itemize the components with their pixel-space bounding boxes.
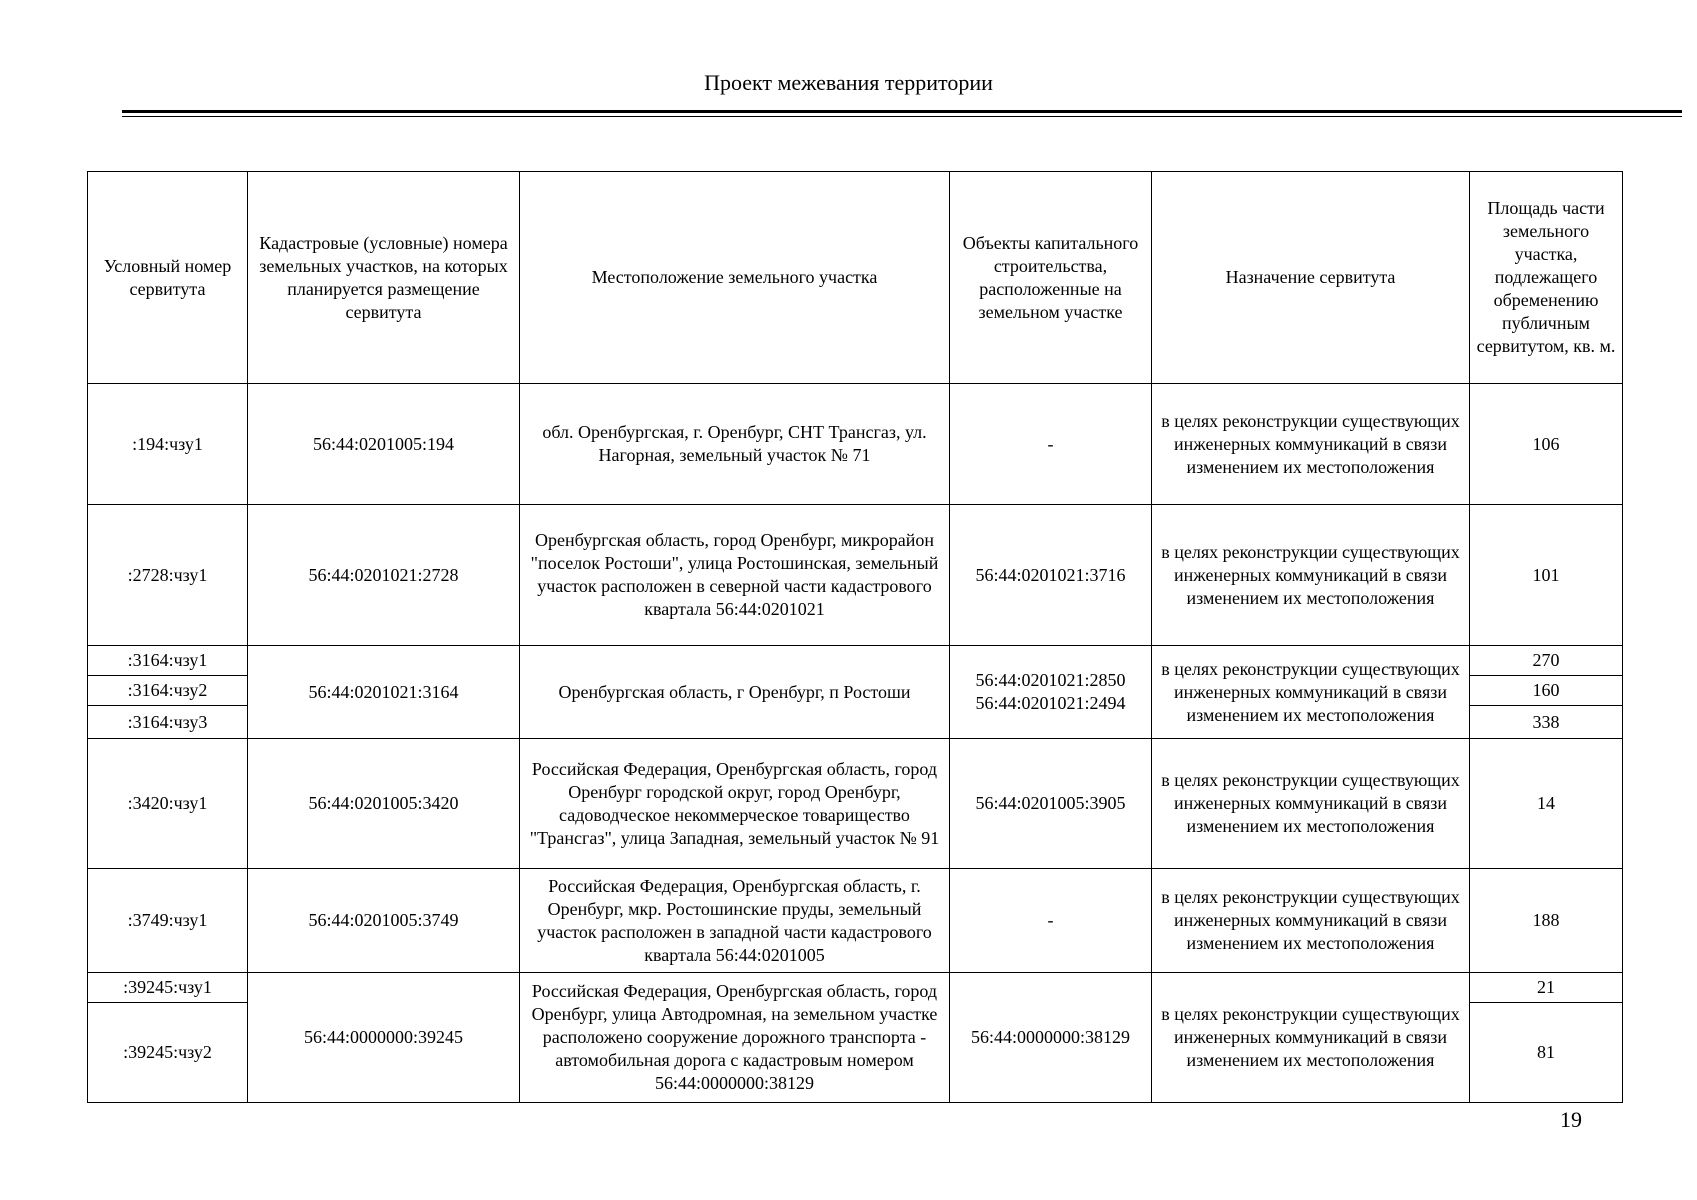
servitude-number-cell: :194:чзу1 — [88, 384, 248, 505]
cadastral-number-cell: 56:44:0201021:3164 — [248, 646, 520, 739]
servitude-purpose-cell: в целях реконструкции существующих инженерных коммуникаций в связи изменением их местоположения — [1152, 646, 1470, 739]
servitude-table-container — [87, 171, 1623, 1103]
table-row — [88, 739, 1623, 869]
table-row — [88, 646, 1623, 676]
capital-objects-cell: 56:44:0201005:3905 — [950, 739, 1152, 869]
servitude-number-cell: :3420:чзу1 — [88, 739, 248, 869]
location-cell: Российская Федерация, Оренбургская область, город Оренбург, улица Автодромная, на земельном участке расположено сооружение дорожного транспорта - автомобильная дорога с кадастровым номером 56:44:0000000:38129 — [520, 973, 950, 1103]
column-header-number: Условный номер сервитута — [88, 172, 248, 384]
table-row — [88, 973, 1623, 1003]
area-cell: 101 — [1470, 505, 1623, 646]
capital-objects-cell: 56:44:0201021:3716 — [950, 505, 1152, 646]
capital-objects-cell: 56:44:0201021:2850 56:44:0201021:2494 — [950, 646, 1152, 739]
table-row — [88, 384, 1623, 505]
column-header-objects: Объекты капитального строительства, расположенные на земельном участке — [950, 172, 1152, 384]
page-number: 19 — [1560, 1107, 1582, 1132]
page-header-title: Проект межевания территории — [704, 70, 993, 95]
cadastral-number-cell: 56:44:0000000:39245 — [248, 973, 520, 1103]
cadastral-number-cell: 56:44:0201005:3420 — [248, 739, 520, 869]
servitude-number-cell: :3164:чзу1 — [88, 646, 248, 676]
table-header-row — [88, 172, 1623, 384]
column-header-purpose: Назначение сервитута — [1152, 172, 1470, 384]
area-cell: 21 — [1470, 973, 1623, 1003]
capital-objects-cell: - — [950, 384, 1152, 505]
area-cell: 338 — [1470, 706, 1623, 739]
table-row — [88, 869, 1623, 973]
area-cell: 270 — [1470, 646, 1623, 676]
location-cell: обл. Оренбургская, г. Оренбург, СНТ Трансгаз, ул. Нагорная, земельный участок № 71 — [520, 384, 950, 505]
area-cell: 14 — [1470, 739, 1623, 869]
location-cell: Оренбургская область, г Оренбург, п Ростоши — [520, 646, 950, 739]
servitude-purpose-cell: в целях реконструкции существующих инженерных коммуникаций в связи изменением их местоположения — [1152, 739, 1470, 869]
location-cell: Российская Федерация, Оренбургская область, город Оренбург городской округ, город Оренбург, садоводческое некоммерческое товарищество "Трансгаз", улица Западная, земельный участок № 91 — [520, 739, 950, 869]
location-cell: Оренбургская область, город Оренбург, микрорайон "поселок Ростоши", улица Ростошинская, земельный участок расположен в северной части кадастрового квартала 56:44:0201021 — [520, 505, 950, 646]
area-cell: 106 — [1470, 384, 1623, 505]
servitude-number-cell: :3164:чзу2 — [88, 676, 248, 706]
servitude-purpose-cell: в целях реконструкции существующих инженерных коммуникаций в связи изменением их местоположения — [1152, 869, 1470, 973]
servitude-number-cell: :3749:чзу1 — [88, 869, 248, 973]
column-header-location: Местоположение земельного участка — [520, 172, 950, 384]
servitude-number-cell: :3164:чзу3 — [88, 706, 248, 739]
location-cell: Российская Федерация, Оренбургская область, г. Оренбург, мкр. Ростошинские пруды, земельный участок расположен в западной части кадастрового квартала 56:44:0201005 — [520, 869, 950, 973]
area-cell: 81 — [1470, 1003, 1623, 1103]
area-cell: 188 — [1470, 869, 1623, 973]
servitude-number-cell: :2728:чзу1 — [88, 505, 248, 646]
servitude-number-cell: :39245:чзу2 — [88, 1003, 248, 1103]
servitude-purpose-cell: в целях реконструкции существующих инженерных коммуникаций в связи изменением их местоположения — [1152, 973, 1470, 1103]
column-header-cadastral: Кадастровые (условные) номера земельных участков, на которых планируется размещение сервитута — [248, 172, 520, 384]
table-row — [88, 505, 1623, 646]
servitude-purpose-cell: в целях реконструкции существующих инженерных коммуникаций в связи изменением их местоположения — [1152, 384, 1470, 505]
servitude-number-cell: :39245:чзу1 — [88, 973, 248, 1003]
cadastral-number-cell: 56:44:0201021:2728 — [248, 505, 520, 646]
capital-objects-cell: 56:44:0000000:38129 — [950, 973, 1152, 1103]
header-rule — [122, 110, 1682, 113]
area-cell: 160 — [1470, 676, 1623, 706]
servitude-table — [87, 171, 1623, 1103]
servitude-purpose-cell: в целях реконструкции существующих инженерных коммуникаций в связи изменением их местоположения — [1152, 505, 1470, 646]
capital-objects-cell: - — [950, 869, 1152, 973]
header-rule-thin — [122, 116, 1682, 117]
cadastral-number-cell: 56:44:0201005:194 — [248, 384, 520, 505]
table-body — [88, 384, 1623, 1103]
column-header-area: Площадь части земельного участка, подлежащего обременению публичным сервитутом, кв. м. — [1470, 172, 1623, 384]
cadastral-number-cell: 56:44:0201005:3749 — [248, 869, 520, 973]
